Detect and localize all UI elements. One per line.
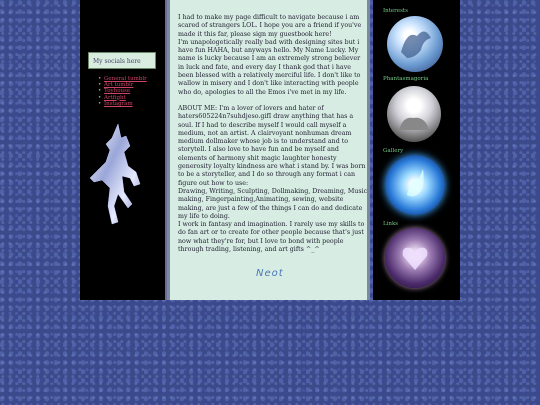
social-link-general-tumblr[interactable]: General tumblr [104, 76, 147, 82]
left-sidebar [80, 0, 167, 300]
right-nav [373, 0, 460, 300]
intro-paragraph: I had to make my page difficult to navigate because i am scared of strangers LOL. I hope you are a friend if you've made it this far, please sign my guestbook here! I'm unapologetically really bad with designing sites but i have fun HAHA, but anyways hello. My Name Lucky. My name is lucky because I am an extremely strong believer in luck and fate, and every day I thank god that i have been blessed with a relatively merciful life. I don't like to wallow in misery and I don't like interacting with people who do, apologies to all the Emos i've met in my life. [178, 14, 362, 96]
social-link-artfight[interactable]: Artfight [104, 94, 126, 101]
nav-label-phantasmagoria: Phantasmagoria [383, 76, 429, 82]
social-link-item[interactable] [98, 101, 147, 107]
social-link-instagram[interactable]: Instagram [104, 100, 133, 107]
links-orb-link[interactable] [385, 228, 445, 288]
unicorn-icon [385, 155, 445, 215]
nav-label-links: Links [383, 221, 399, 227]
unicorn-image [88, 122, 150, 226]
nav-label-interests: Interests [383, 8, 408, 14]
signature: Neot [256, 268, 284, 279]
about-me-paragraph: ABOUT ME: I'm a lover of lovers and hater of haters605224n7suhdjeso.gifI draw anything that has a soul. If I had to describe myself I would call myself a medium, not an artist. A clairvoyant nonhuman dream medium dollmaker whose job is to understand and to storytell. I also love to have fun and be myself and elements of harmony shit magic laughter honesty generosity loyalty kindness are what i stand by. I was born to be a storyteller, and I do so through any format i can figure out how to use: Drawing, Writing, Sculpting, Dollmaking, Dreaming, Music making, Fingerpainting,Animating, sewing, website making, are just a few of the things I can do and dedicate my life to doing. I work in fantasy and imagination. I rarely use my skills to do fan art or to create for other people because that's just now what they're for, but I love to bond with people through trading, listening, and art gifts ^_^ [178, 104, 368, 254]
main-text [178, 14, 368, 262]
dragon-icon [387, 16, 443, 72]
social-link-toyhouse[interactable]: Toyhouse [104, 88, 131, 95]
heart-icon [385, 228, 445, 288]
interests-orb-link[interactable] [387, 16, 443, 72]
socials-link-list [98, 76, 147, 107]
nav-label-gallery: Gallery [383, 148, 404, 154]
gallery-orb-link[interactable] [385, 155, 445, 215]
phantasmagoria-orb-link[interactable] [387, 86, 441, 142]
skull-icon [387, 86, 441, 142]
social-link-art-tumblr[interactable]: Art tumblr [104, 82, 134, 89]
main-content-panel [167, 0, 370, 300]
socials-title: My socials here [88, 52, 156, 69]
